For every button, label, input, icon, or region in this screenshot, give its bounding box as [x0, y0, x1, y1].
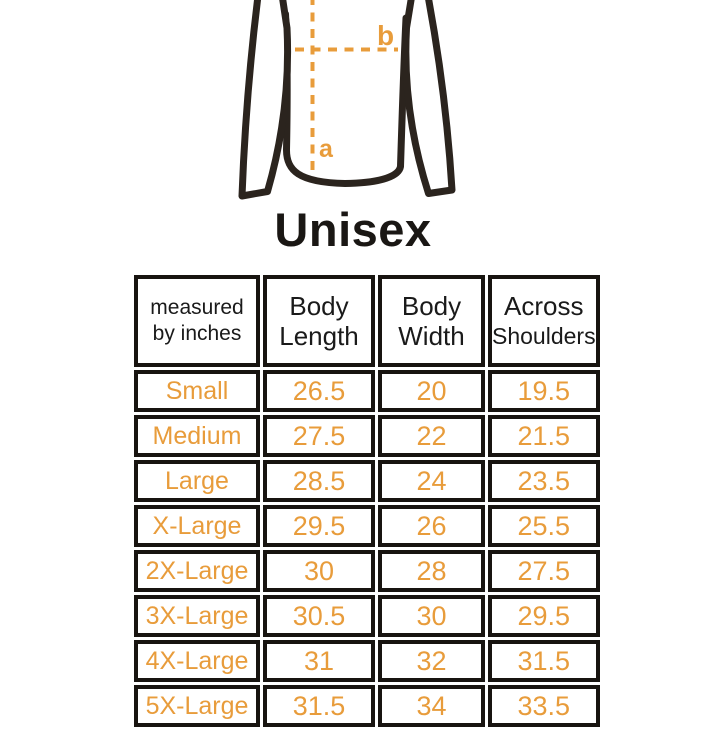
page-title: Unisex — [274, 203, 432, 256]
size-cell: Small — [134, 370, 260, 412]
header-measured-by-inches: measured by inches — [134, 275, 260, 367]
across-shoulders-cell: 31.5 — [488, 640, 600, 682]
measure-label-a: a — [319, 135, 333, 163]
size-cell: 5X-Large — [134, 685, 260, 727]
table-header-row — [134, 275, 600, 367]
size-cell: Large — [134, 460, 260, 502]
size-cell: X-Large — [134, 505, 260, 547]
table-row — [134, 640, 600, 682]
table-row — [134, 415, 600, 457]
shirt-left-sleeve — [242, 0, 288, 196]
body-length-cell: 27.5 — [263, 415, 375, 457]
table-row — [134, 370, 600, 412]
across-shoulders-cell: 23.5 — [488, 460, 600, 502]
body-width-cell: 20 — [378, 370, 485, 412]
body-width-cell: 28 — [378, 550, 485, 592]
across-shoulders-cell: 21.5 — [488, 415, 600, 457]
table-row — [134, 685, 600, 727]
size-cell: Medium — [134, 415, 260, 457]
body-length-cell: 30.5 — [263, 595, 375, 637]
across-shoulders-cell: 19.5 — [488, 370, 600, 412]
across-shoulders-cell: 33.5 — [488, 685, 600, 727]
body-length-cell: 29.5 — [263, 505, 375, 547]
header-across-shoulders: Across Shoulders — [488, 275, 600, 367]
table-row — [134, 460, 600, 502]
body-length-cell: 26.5 — [263, 370, 375, 412]
across-shoulders-cell: 27.5 — [488, 550, 600, 592]
shirt-right-sleeve — [406, 0, 452, 194]
size-table — [131, 272, 603, 730]
body-width-cell: 34 — [378, 685, 485, 727]
across-shoulders-cell: 25.5 — [488, 505, 600, 547]
body-width-cell: 32 — [378, 640, 485, 682]
body-length-cell: 30 — [263, 550, 375, 592]
body-width-cell: 24 — [378, 460, 485, 502]
size-cell: 4X-Large — [134, 640, 260, 682]
body-width-cell: 30 — [378, 595, 485, 637]
body-length-cell: 31.5 — [263, 685, 375, 727]
body-length-cell: 28.5 — [263, 460, 375, 502]
body-width-cell: 26 — [378, 505, 485, 547]
table-row — [134, 595, 600, 637]
table-row — [134, 505, 600, 547]
table-row — [134, 550, 600, 592]
across-shoulders-cell: 29.5 — [488, 595, 600, 637]
header-body-length: Body Length — [263, 275, 375, 367]
body-length-cell: 31 — [263, 640, 375, 682]
measure-label-b: b — [377, 20, 395, 51]
header-body-width: Body Width — [378, 275, 485, 367]
size-cell: 2X-Large — [134, 550, 260, 592]
size-cell: 3X-Large — [134, 595, 260, 637]
body-width-cell: 22 — [378, 415, 485, 457]
shirt-diagram — [0, 0, 723, 215]
